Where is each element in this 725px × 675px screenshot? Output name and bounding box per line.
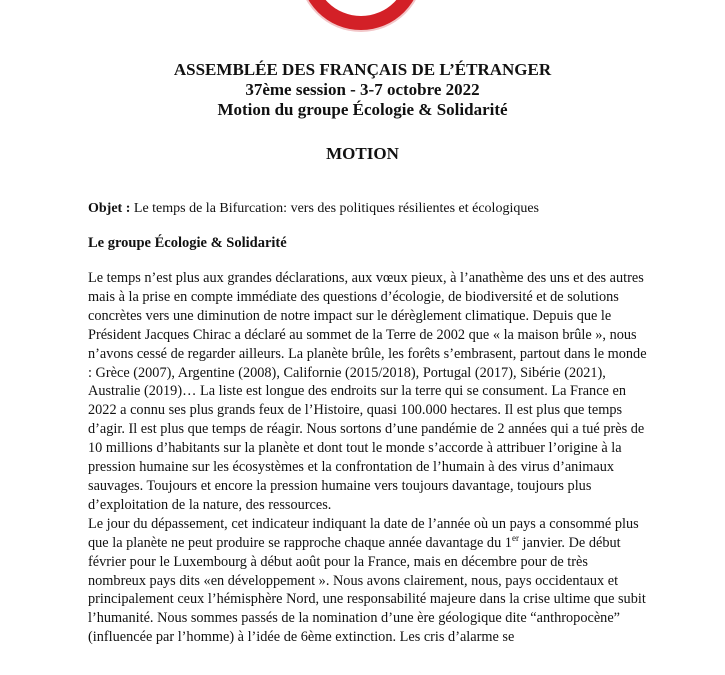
header-assembly-name: ASSEMBLÉE DES FRANÇAIS DE L’ÉTRANGER: [173, 60, 552, 79]
objet-label: Objet :: [88, 201, 131, 216]
logo-inner-ring: [314, 0, 408, 16]
motion-title: MOTION: [326, 144, 399, 163]
header-motion-group: Motion du groupe Écologie & Solidarité: [217, 100, 508, 119]
objet-text: Le temps de la Bifurcation: vers des politiques résilientes et écologiques: [130, 201, 540, 216]
objet-line: [88, 201, 539, 217]
body-paragraph-1: Le temps n’est plus aux grandes déclarations, aux vœux pieux, à l’anathème des uns et des autres mais à la prise en compte immédiate des questions d’écologie, de biodiversité et de solutions concrètes vers une diminution de notre impact sur le dérèglement climatique. Depuis que le Président Jacques Chirac a déclaré au sommet de la Terre de 2002 que « la maison brûle », nous n’avons cessé de regarder ailleurs. La planète brûle, les forêts s’embrasent, partout dans le monde : Grèce (2007), Argentine (2008), Californie (2015/2018), Portugal (2017), Sibérie (2021), Australie (2019)… La liste est longue des endroits sur la terre qui se consument. La France en 2022 a connu ses plus grands feux de l’Histoire, quasi 100.000 hectares. Il est plus que temps d’agir. Il est plus que temps de réagir. Nous sortons d’une pandémie de 2 années qui a tué près de 10 millions d’habitants sur la planète et dont tout le monde s’accorde à attribuer l’origine à la pression humaine sur les écosystèmes et la confrontation de l’humain à des virus d’animaux sauvages. Toujours et encore la pression humaine vers toujours davantage, toujours plus d’exploitation de la nature, des ressources.: [88, 270, 647, 513]
superscript-er: er: [511, 532, 519, 543]
body-paragraph-2: [88, 515, 648, 647]
assembly-logo: [300, 0, 422, 30]
header-session: 37ème session - 3-7 octobre 2022: [245, 80, 480, 99]
motion-body: [88, 269, 648, 647]
document-header: [0, 60, 725, 120]
group-heading: Le groupe Écologie & Solidarité: [88, 235, 287, 251]
paragraph-2-part-1: Le jour du dépassement, cet indicateur indiquant la date de l’année où un pays a consommé plus que la planète ne peut produire se rapproche chaque année davantage du 1: [88, 515, 639, 551]
paragraph-2-part-2: janvier. De début février pour le Luxembourg à début août pour la France, mais en décembre pour de très nombreux pays dits «en développement ». Nous avons clairement, nous, pays occidentaux et principalement ceux l’hémisphère Nord, une responsabilité majeure dans la crise ultime que subit l’humanité. Nous sommes passés de la nomination d’une ère géologique dite “anthropocène” (influencée par l’homme) à l’idée de 6ème extinction. Les cris d’alarme se: [88, 534, 646, 646]
